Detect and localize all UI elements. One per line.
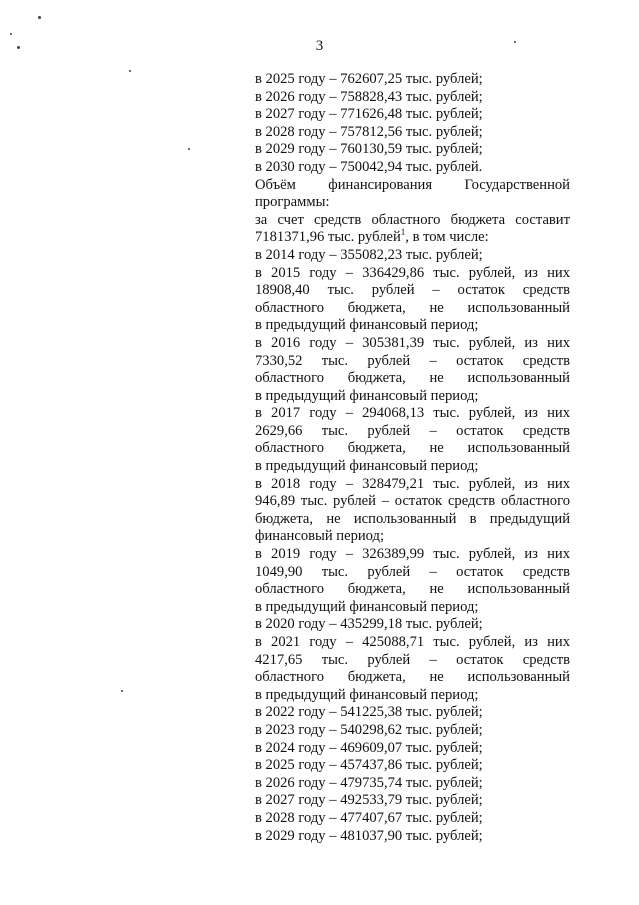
text-line: [255, 687, 570, 705]
line-text: программы:: [255, 194, 330, 211]
page-number: 3: [315, 38, 324, 54]
line-text: областного бюджета, не использованный: [255, 669, 570, 686]
text-line: [255, 194, 570, 212]
line-text: в предыдущий финансовый период;: [255, 598, 479, 615]
text-line: [255, 476, 570, 494]
text-line: [255, 282, 570, 300]
scan-speck: [17, 46, 20, 49]
text-line: [255, 317, 570, 335]
text-line: [255, 528, 570, 546]
text-line: [255, 634, 570, 652]
line-text: в предыдущий финансовый период;: [255, 686, 479, 703]
line-text: в 2021 году – 425088,71 тыс. рублей, из них: [255, 634, 570, 650]
line-text: в 2016 году – 305381,39 тыс. рублей, из них: [255, 334, 570, 351]
line-text: бюджета, не использованный в предыдущий: [255, 510, 570, 527]
line-text: в 2027 году – 492533,79 тыс. рублей;: [255, 792, 483, 809]
text-line: [255, 722, 570, 740]
text-line: [255, 265, 570, 283]
text-line: [255, 581, 570, 599]
line-text: 7330,52 тыс. рублей – остаток средств: [255, 352, 570, 369]
line-text: в 2028 году – 477407,67 тыс. рублей;: [255, 809, 483, 826]
scan-speck: [188, 148, 190, 150]
text-line: [255, 792, 570, 810]
text-line: [255, 546, 570, 564]
text-line: [255, 370, 570, 388]
line-text: в 2027 году – 771626,48 тыс. рублей;: [255, 106, 483, 123]
line-text: 946,89 тыс. рублей – остаток средств областного: [255, 493, 570, 510]
line-text: в 2028 году – 757812,56 тыс. рублей;: [255, 123, 483, 140]
scan-speck: [10, 33, 12, 35]
text-line: [255, 405, 570, 423]
line-text: в 2022 году – 541225,38 тыс. рублей;: [255, 704, 483, 721]
text-line: [255, 757, 570, 775]
line-text: областного бюджета, не использованный: [255, 299, 570, 316]
line-text: в 2026 году – 758828,43 тыс. рублей;: [255, 88, 483, 105]
text-line: [255, 511, 570, 529]
text-line: [255, 810, 570, 828]
line-text: 1049,90 тыс. рублей – остаток средств: [255, 563, 570, 580]
text-line: [255, 388, 570, 406]
line-text: за счет средств областного бюджета составит: [255, 211, 570, 228]
line-text: в 2024 году – 469609,07 тыс. рублей;: [255, 739, 483, 756]
line-text: в предыдущий финансовый период;: [255, 387, 479, 404]
line-text: в 2017 году – 294068,13 тыс. рублей, из них: [255, 405, 570, 422]
text-line: [255, 704, 570, 722]
line-text: в предыдущий финансовый период;: [255, 458, 479, 475]
document-body: [255, 71, 570, 845]
line-text: в 2023 году – 540298,62 тыс. рублей;: [255, 721, 483, 738]
footnote-marker: 1: [400, 227, 406, 238]
line-text: в предыдущий финансовый период;: [255, 317, 479, 334]
text-line: [255, 440, 570, 458]
line-text: 2629,66 тыс. рублей – остаток средств: [255, 422, 570, 439]
line-text: в 2019 году – 326389,99 тыс. рублей, из них: [255, 546, 570, 563]
line-text: в 2026 году – 479735,74 тыс. рублей;: [255, 774, 483, 791]
scan-speck: [121, 690, 123, 692]
scan-speck: [514, 41, 516, 43]
text-line: [255, 458, 570, 476]
text-line: [255, 599, 570, 617]
line-text: финансовый период;: [255, 528, 385, 545]
line-text: областного бюджета, не использованный: [255, 370, 570, 387]
text-line: [255, 335, 570, 353]
text-line: [255, 775, 570, 793]
text-line: [255, 89, 570, 107]
line-text: в 2015 году – 336429,86 тыс. рублей, из них: [255, 264, 570, 281]
line-text: Объём финансирования Государственной: [255, 176, 570, 193]
line-text-tail: , в том числе:: [405, 229, 489, 246]
text-line: [255, 247, 570, 265]
line-text: 7181371,96 тыс. рублей: [255, 229, 401, 246]
text-line: [255, 652, 570, 670]
scan-speck: [129, 70, 131, 72]
text-line: [255, 564, 570, 582]
text-line: [255, 493, 570, 511]
text-line: [255, 141, 570, 159]
line-text: в 2029 году – 481037,90 тыс. рублей;: [255, 827, 483, 844]
line-text: 18908,40 тыс. рублей – остаток средств: [255, 282, 570, 299]
line-text: 4217,65 тыс. рублей – остаток средств: [255, 651, 570, 668]
line-text: в 2014 году – 355082,23 тыс. рублей;: [255, 246, 483, 263]
text-line: [255, 71, 570, 89]
line-text: областного бюджета, не использованный: [255, 440, 570, 457]
line-text: в 2029 году – 760130,59 тыс. рублей;: [255, 141, 483, 158]
line-text: в 2020 году – 435299,18 тыс. рублей;: [255, 616, 483, 633]
text-line: [255, 423, 570, 441]
text-line: [255, 353, 570, 371]
text-line: [255, 212, 570, 230]
text-line: [255, 106, 570, 124]
scan-speck: [38, 16, 41, 19]
text-line: [255, 177, 570, 195]
line-text: в 2025 году – 457437,86 тыс. рублей;: [255, 757, 483, 774]
text-line: [255, 616, 570, 634]
text-line: [255, 828, 570, 846]
text-line: [255, 740, 570, 758]
line-text: в 2025 году – 762607,25 тыс. рублей;: [255, 71, 483, 87]
text-line: [255, 124, 570, 142]
text-line: [255, 229, 570, 247]
line-text: в 2018 году – 328479,21 тыс. рублей, из них: [255, 475, 570, 492]
text-line: [255, 300, 570, 318]
text-line: [255, 669, 570, 687]
text-line: [255, 159, 570, 177]
line-text: областного бюджета, не использованный: [255, 581, 570, 598]
line-text: в 2030 году – 750042,94 тыс. рублей.: [255, 158, 483, 175]
